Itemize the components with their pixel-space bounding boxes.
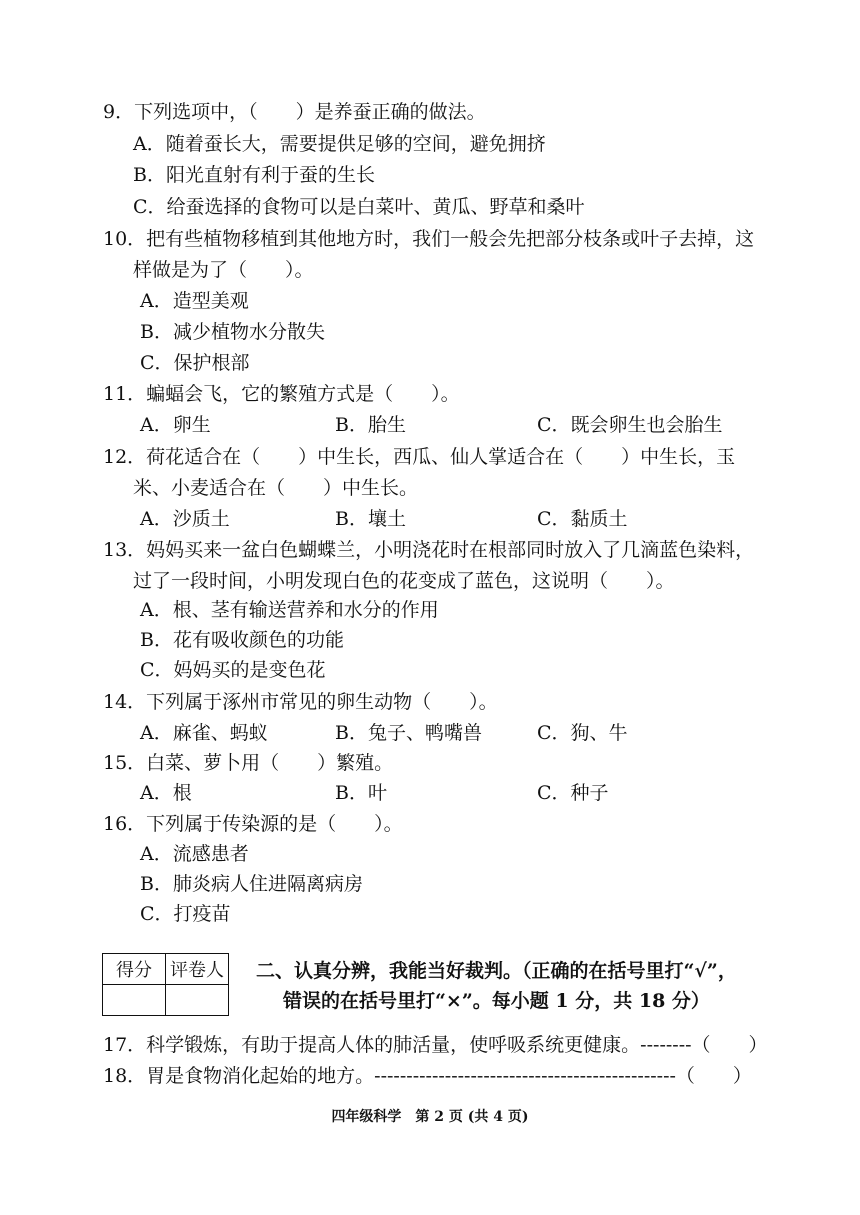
question-10-option-c: C．保护根部: [140, 352, 250, 374]
section-2-title-line1: 二、认真分辨，我能当好裁判。（正确的在括号里打“√”，: [256, 960, 737, 982]
question-15-stem: 15．白菜、萝卜用（ ）繁殖。: [103, 752, 394, 774]
question-12-option-c: C．黏质土: [537, 508, 628, 530]
question-16-option-b: B．肺炎病人住进隔离病房: [140, 873, 363, 895]
question-10-stem-cont: 样做是为了（ ）。: [133, 259, 314, 281]
score-header: 得分: [103, 954, 166, 985]
section-2-title: [256, 956, 737, 1016]
question-18: 18．胃是食物消化起始的地方。-----------------------------------------------（ ）: [103, 1065, 752, 1087]
question-10-stem: 10．把有些植物移植到其他地方时，我们一般会先把部分枝条或叶子去掉，这: [103, 228, 755, 250]
question-10-option-b: B．减少植物水分散失: [140, 321, 325, 343]
question-13-option-a: A．根、茎有输送营养和水分的作用: [140, 599, 439, 621]
question-11-option-a: A．卵生: [140, 414, 211, 436]
question-12-option-b: B．壤土: [335, 508, 406, 530]
question-12-stem: 12．荷花适合在（ ）中生长，西瓜、仙人掌适合在（ ）中生长，玉: [103, 446, 736, 468]
question-9-stem: 9．下列选项中，（ ）是养蚕正确的做法。: [103, 101, 486, 123]
question-11-option-c: C．既会卵生也会胎生: [537, 414, 723, 436]
question-15-option-b: B．叶: [335, 782, 387, 804]
question-16-option-a: A．流感患者: [140, 843, 249, 865]
question-11-stem: 11．蝙蝠会飞，它的繁殖方式是（ ）。: [103, 383, 460, 405]
question-11-option-b: B．胎生: [335, 414, 406, 436]
grader-header: 评卷人: [166, 954, 229, 985]
score-table: [102, 953, 229, 1016]
question-12-option-a: A．沙质土: [140, 508, 230, 530]
question-14-stem: 14．下列属于涿州市常见的卵生动物（ ）。: [103, 691, 498, 713]
grader-cell[interactable]: [166, 985, 229, 1016]
section-2-title-line2: 错误的在括号里打“×”。每小题 1 分，共 18 分）: [283, 990, 710, 1012]
question-15-option-a: A．根: [140, 782, 192, 804]
question-9-option-a: A．随着蚕长大，需要提供足够的空间，避免拥挤: [133, 133, 546, 155]
question-15-option-c: C．种子: [537, 782, 609, 804]
question-9-option-b: B．阳光直射有利于蚕的生长: [133, 164, 375, 186]
question-13-option-b: B．花有吸收颜色的功能: [140, 629, 344, 651]
page-footer: 四年级科学 第 2 页 (共 4 页): [331, 1109, 529, 1125]
question-9-option-c: C．给蚕选择的食物可以是白菜叶、黄瓜、野草和桑叶: [133, 196, 585, 218]
question-10-option-a: A．造型美观: [140, 290, 249, 312]
question-13-stem: 13．妈妈买来一盆白色蝴蝶兰，小明浇花时在根部同时放入了几滴蓝色染料，: [103, 539, 755, 561]
question-14-option-a: A．麻雀、蚂蚁: [140, 722, 268, 744]
question-16-stem: 16．下列属于传染源的是（ ）。: [103, 813, 403, 835]
question-13-option-c: C．妈妈买的是变色花: [140, 659, 326, 681]
question-17: 17．科学锻炼，有助于提高人体的肺活量，使呼吸系统更健康。--------（ ）: [103, 1034, 768, 1056]
question-12-stem-cont: 米、小麦适合在（ ）中生长。: [133, 477, 419, 499]
score-cell[interactable]: [103, 985, 166, 1016]
question-14-option-b: B．兔子、鸭嘴兽: [335, 722, 482, 744]
question-16-option-c: C．打疫苗: [140, 903, 231, 925]
question-14-option-c: C．狗、牛: [537, 722, 628, 744]
question-13-stem-cont: 过了一段时间，小明发现白色的花变成了蓝色，这说明（ ）。: [133, 570, 675, 592]
